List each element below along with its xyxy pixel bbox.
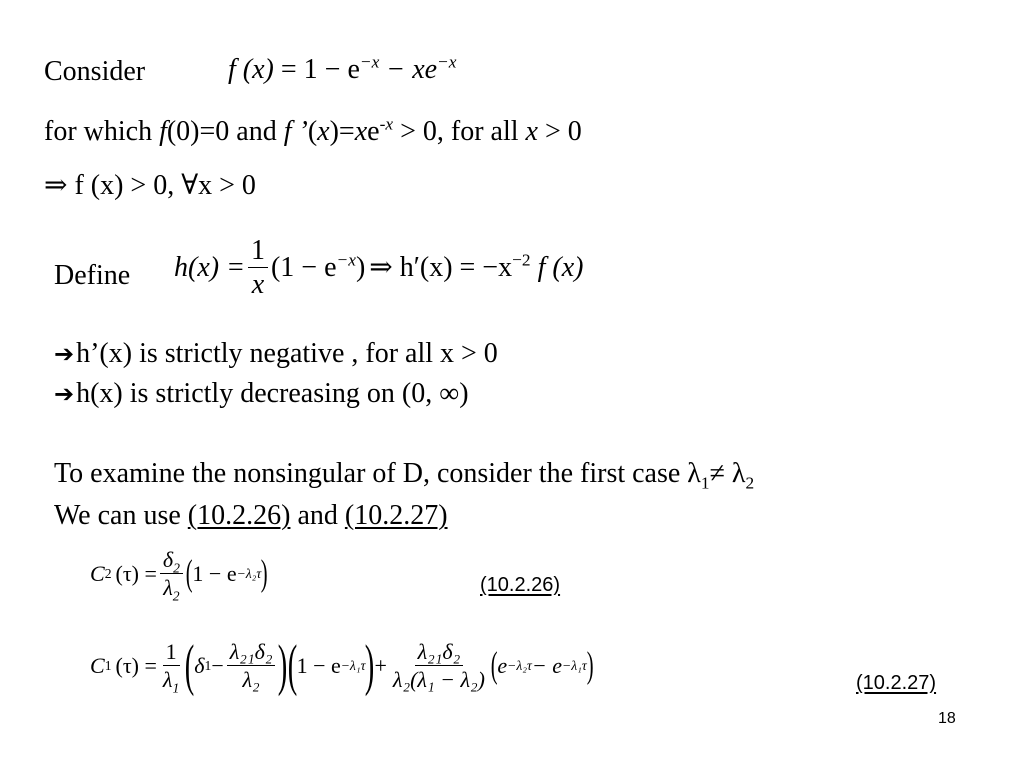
close-paren: ) [261, 552, 268, 594]
text-segment: 2 [172, 588, 180, 604]
page-number [938, 710, 956, 728]
equation-tag-10-2-27 [856, 672, 936, 695]
text-segment: and [290, 500, 345, 531]
close-paren: ) [586, 644, 594, 686]
text-segment: 1 − e [296, 652, 341, 678]
equation-tag-10-2-26 [480, 574, 560, 597]
fraction-delta-over-lambda [160, 547, 183, 604]
text-segment: x [317, 116, 330, 147]
for-which-line [44, 114, 582, 147]
use-line [54, 502, 448, 530]
text-segment: λ [163, 575, 173, 601]
text-segment: λ [162, 667, 173, 693]
right-arrow-icon: ➔ [54, 340, 75, 368]
text-segment: > 0 [537, 116, 582, 147]
eq-f-rhs-b: − xe [379, 54, 438, 85]
tag-text: (10.2.26) [480, 574, 561, 596]
equation-10-2-27: C 1 (τ) = $\frac{1}{\lambda_1}$ ( δ 1 − $\frac{\text{λ₂₁δ₂}}{\text{λ₂}}$ ) ( 1 − e −λ₁τ ) + $\frac{\text{λ₂₁δ₂}}{\text{λ₂(λ₁ − λ₂)}}$ ( e −λ₂τ − e −λ₁τ ) [90, 633, 594, 697]
bullet-negative [54, 340, 498, 368]
text-segment: To examine the nonsingular of D, consider the first case λ [54, 458, 701, 489]
eq-h-derivative [369, 250, 584, 283]
text-segment: (0)=0 and [166, 116, 284, 147]
define-label-line [54, 262, 130, 290]
fraction-one-over-x [248, 236, 268, 300]
equation-h-definition [174, 236, 583, 300]
consider-line [44, 58, 145, 86]
text-segment: ) [355, 251, 366, 283]
text-segment: λ₂₁δ₂ [227, 640, 276, 666]
text-segment: −2 [512, 250, 531, 270]
fraction-denominator: x [251, 269, 265, 301]
eq-h-lhs: h(x) = [174, 251, 245, 283]
open-paren: ( [287, 633, 297, 697]
eq-f-sup2: −x [437, 52, 457, 72]
equation-f-definition [228, 52, 457, 85]
text-segment: λ₂(λ₁ − λ₂) [392, 667, 485, 693]
text-segment: (τ) = [115, 652, 157, 678]
text-segment: -x [379, 114, 394, 134]
text-segment: δ [162, 547, 174, 572]
text-segment: λ₂ [242, 667, 260, 693]
page-number-text: 18 [938, 710, 956, 727]
text-segment: C [90, 652, 105, 678]
consider-label: Consider [44, 56, 146, 87]
implies-positive-line [44, 172, 256, 200]
text-segment: )= [329, 116, 355, 147]
eq-f-lhs: f (x) [228, 54, 274, 85]
text-segment: − [211, 652, 224, 678]
eq-h-mid [270, 250, 366, 283]
open-paren: ( [185, 633, 195, 697]
text-segment: − e [531, 652, 563, 678]
text-segment: ⇒ h′(x) = −x [369, 251, 513, 283]
text-segment: x [525, 116, 538, 147]
text-segment: 2 [745, 473, 755, 493]
fraction-one-over-lambda1 [160, 639, 182, 696]
equation-link-10-2-27[interactable]: (10.2.27) [344, 500, 448, 531]
equation-link-10-2-26[interactable]: (10.2.26) [187, 500, 291, 531]
text-segment: f ’ [283, 116, 308, 147]
text-segment: for which [44, 116, 160, 147]
bullet-decreasing [54, 380, 469, 408]
text-segment: 2 [173, 560, 180, 576]
text-segment: 1 − e [192, 560, 237, 586]
text-segment: ( [307, 116, 318, 147]
close-paren: ) [365, 633, 375, 697]
define-label: Define [54, 260, 131, 291]
fraction-numerator: 1 [248, 236, 268, 268]
bullet-text: h’(x) is strictly negative , for all x > 0 [76, 338, 498, 369]
text-segment: 1 [172, 680, 180, 696]
text-segment: −x [336, 250, 356, 270]
text-segment: (τ) = [115, 560, 157, 586]
text-segment: λ₂₁δ₂ [415, 640, 464, 666]
text-segment: C [90, 560, 105, 586]
text-segment: We can use [54, 500, 188, 531]
fraction-lambda21-delta2-over-difference [390, 640, 488, 691]
text-segment: e [497, 652, 508, 678]
examine-line [54, 458, 755, 493]
text-segment: + [374, 652, 387, 678]
tag-text: (10.2.27) [856, 672, 937, 694]
equation-10-2-26: C 2 (τ) = $\frac{\delta_2}{\lambda_2}$ ( 1 − e −λ₂τ ) [90, 547, 268, 604]
implies-text: ⇒ f (x) > 0, ∀x > 0 [44, 170, 256, 201]
eq-f-sup1: −x [359, 52, 380, 72]
close-paren: ) [278, 633, 288, 697]
text-segment: f [159, 116, 167, 147]
open-paren: ( [185, 552, 193, 594]
text-segment: 1 [700, 473, 710, 493]
text-segment: (1 − e [270, 251, 337, 283]
text-segment: f (x) [530, 251, 584, 283]
right-arrow-icon: ➔ [54, 380, 75, 408]
bullet-text: h(x) is strictly decreasing on (0, ∞) [76, 378, 469, 409]
fraction-lambda21-delta2-over-lambda2 [227, 640, 276, 691]
text-segment: 1 [163, 640, 180, 666]
open-paren: ( [490, 644, 498, 686]
text-segment: x [354, 116, 368, 147]
eq-f-rhs-a: = 1 − e [280, 54, 360, 85]
text-segment: e [367, 116, 380, 147]
text-segment: > 0, for all [393, 116, 526, 147]
text-segment: δ [194, 652, 205, 678]
text-segment: ≠ λ [709, 458, 746, 489]
